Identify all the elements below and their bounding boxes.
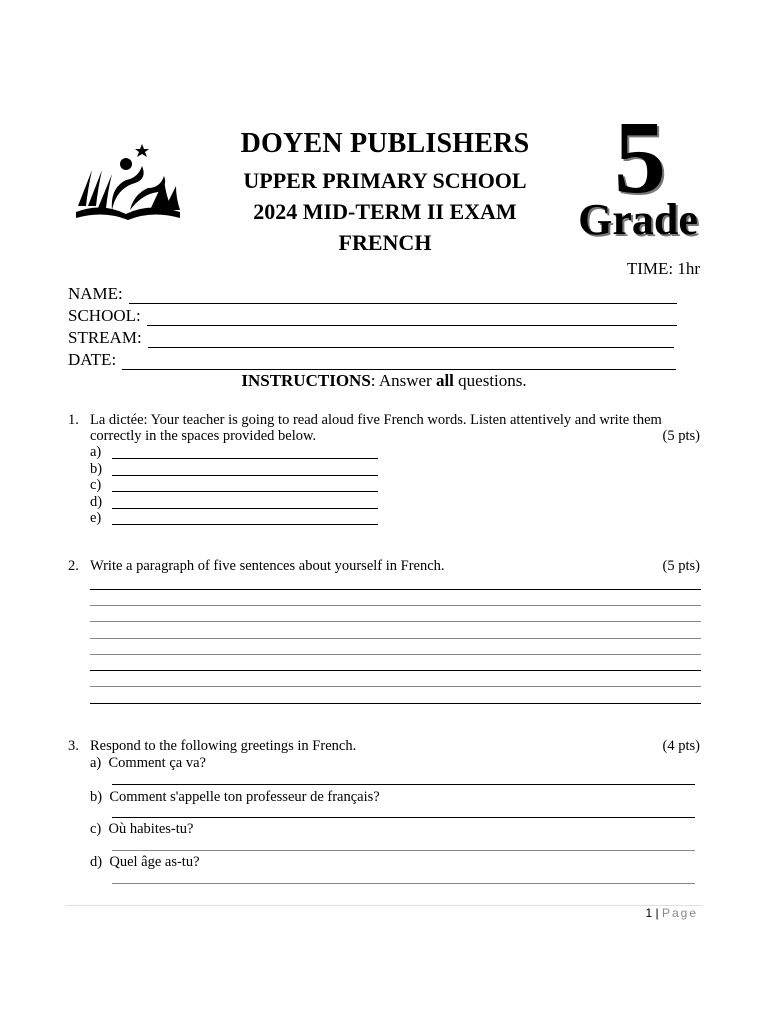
time-allowed: TIME: 1hr [626, 259, 700, 278]
instructions-emphasis: all [435, 371, 454, 390]
school-level: UPPER PRIMARY SCHOOL [243, 168, 527, 193]
q2-answer-line-6[interactable] [90, 670, 701, 671]
q2-text: Write a paragraph of five sentences about yourself in French. [90, 558, 445, 574]
q2-answer-line-5[interactable] [90, 654, 701, 655]
q1-number: 1. [68, 412, 79, 428]
q2-answer-line-1[interactable] [90, 589, 701, 590]
grade-number: 5 [614, 100, 666, 215]
q3-item-d-text: Quel âge as-tu? [109, 854, 200, 870]
q1-answer-line-e[interactable] [112, 524, 378, 525]
q1-answer-line-d[interactable] [112, 508, 378, 509]
q1-answer-line-b[interactable] [112, 475, 378, 476]
school-field[interactable] [68, 306, 677, 326]
stream-label: STREAM: [68, 328, 142, 347]
instructions-heading: INSTRUCTIONS [241, 371, 371, 390]
q2-number: 2. [68, 558, 79, 574]
stream-field[interactable] [68, 328, 674, 348]
date-label: DATE: [68, 350, 117, 369]
q3-item-a-letter: a) [90, 755, 102, 771]
q1-text-line2: correctly in the spaces provided below. [90, 428, 317, 444]
school-label: SCHOOL: [68, 306, 141, 325]
grade-label: Grade [578, 195, 698, 244]
q3-item-c-letter: c) [90, 821, 102, 837]
page-separator: | [652, 906, 662, 920]
q2-answer-line-3[interactable] [90, 621, 701, 622]
footer-divider [65, 905, 703, 906]
subject-title: FRENCH [338, 230, 432, 255]
q2-answer-line-8[interactable] [90, 703, 701, 704]
q3-item-d [90, 854, 200, 871]
q1-points: (5 pts) [662, 428, 700, 444]
page-number: 1 [645, 906, 653, 920]
date-field[interactable] [68, 350, 676, 370]
q2-answer-line-2[interactable] [90, 605, 701, 606]
page-word: Page [661, 906, 698, 920]
q1-answer-line-a[interactable] [112, 458, 378, 459]
q3-answer-line-b[interactable] [112, 817, 695, 818]
q1-item-a-letter: a) [90, 444, 102, 460]
q1-answer-line-c[interactable] [112, 491, 378, 492]
publisher-name: DOYEN PUBLISHERS [240, 128, 530, 159]
name-label: NAME: [68, 284, 123, 303]
q3-item-c-text: Où habites-tu? [108, 821, 194, 837]
exam-title: 2024 MID-TERM II EXAM [253, 199, 517, 224]
q2-answer-line-4[interactable] [90, 638, 701, 639]
q3-text: Respond to the following greetings in French. [90, 738, 357, 754]
q3-answer-line-a[interactable] [112, 784, 695, 785]
q3-item-c [90, 821, 193, 838]
school-line[interactable] [147, 313, 677, 326]
q3-item-d-letter: d) [90, 854, 103, 870]
q2-points: (5 pts) [662, 558, 700, 574]
q1-item-b-letter: b) [90, 461, 103, 477]
stream-line[interactable] [148, 335, 674, 348]
q3-item-b-text: Comment s'appelle ton professeur de français? [109, 789, 380, 805]
q3-item-a-text: Comment ça va? [108, 755, 206, 771]
q1-item-c-letter: c) [90, 477, 102, 493]
instructions-text-pre: : Answer [370, 371, 436, 390]
q3-points: (4 pts) [662, 738, 700, 754]
instructions-text-post: questions. [453, 371, 527, 390]
name-line[interactable] [129, 291, 677, 304]
instructions [0, 371, 768, 391]
q1-item-d-letter: d) [90, 494, 103, 510]
q1-item-e-letter: e) [90, 510, 102, 526]
q1-text-line1: La dictée: Your teacher is going to read aloud five French words. Listen attentively and write them [90, 412, 662, 428]
name-field[interactable] [68, 284, 677, 304]
date-line[interactable] [122, 357, 676, 370]
q3-item-b [90, 789, 380, 806]
page-footer [645, 906, 698, 920]
q3-number: 3. [68, 738, 79, 754]
q3-answer-line-c[interactable] [112, 850, 695, 851]
q3-item-b-letter: b) [90, 789, 103, 805]
q3-answer-line-d[interactable] [112, 883, 695, 884]
q3-item-a [90, 755, 206, 772]
q2-answer-line-7[interactable] [90, 686, 701, 687]
publisher-logo [72, 140, 184, 222]
